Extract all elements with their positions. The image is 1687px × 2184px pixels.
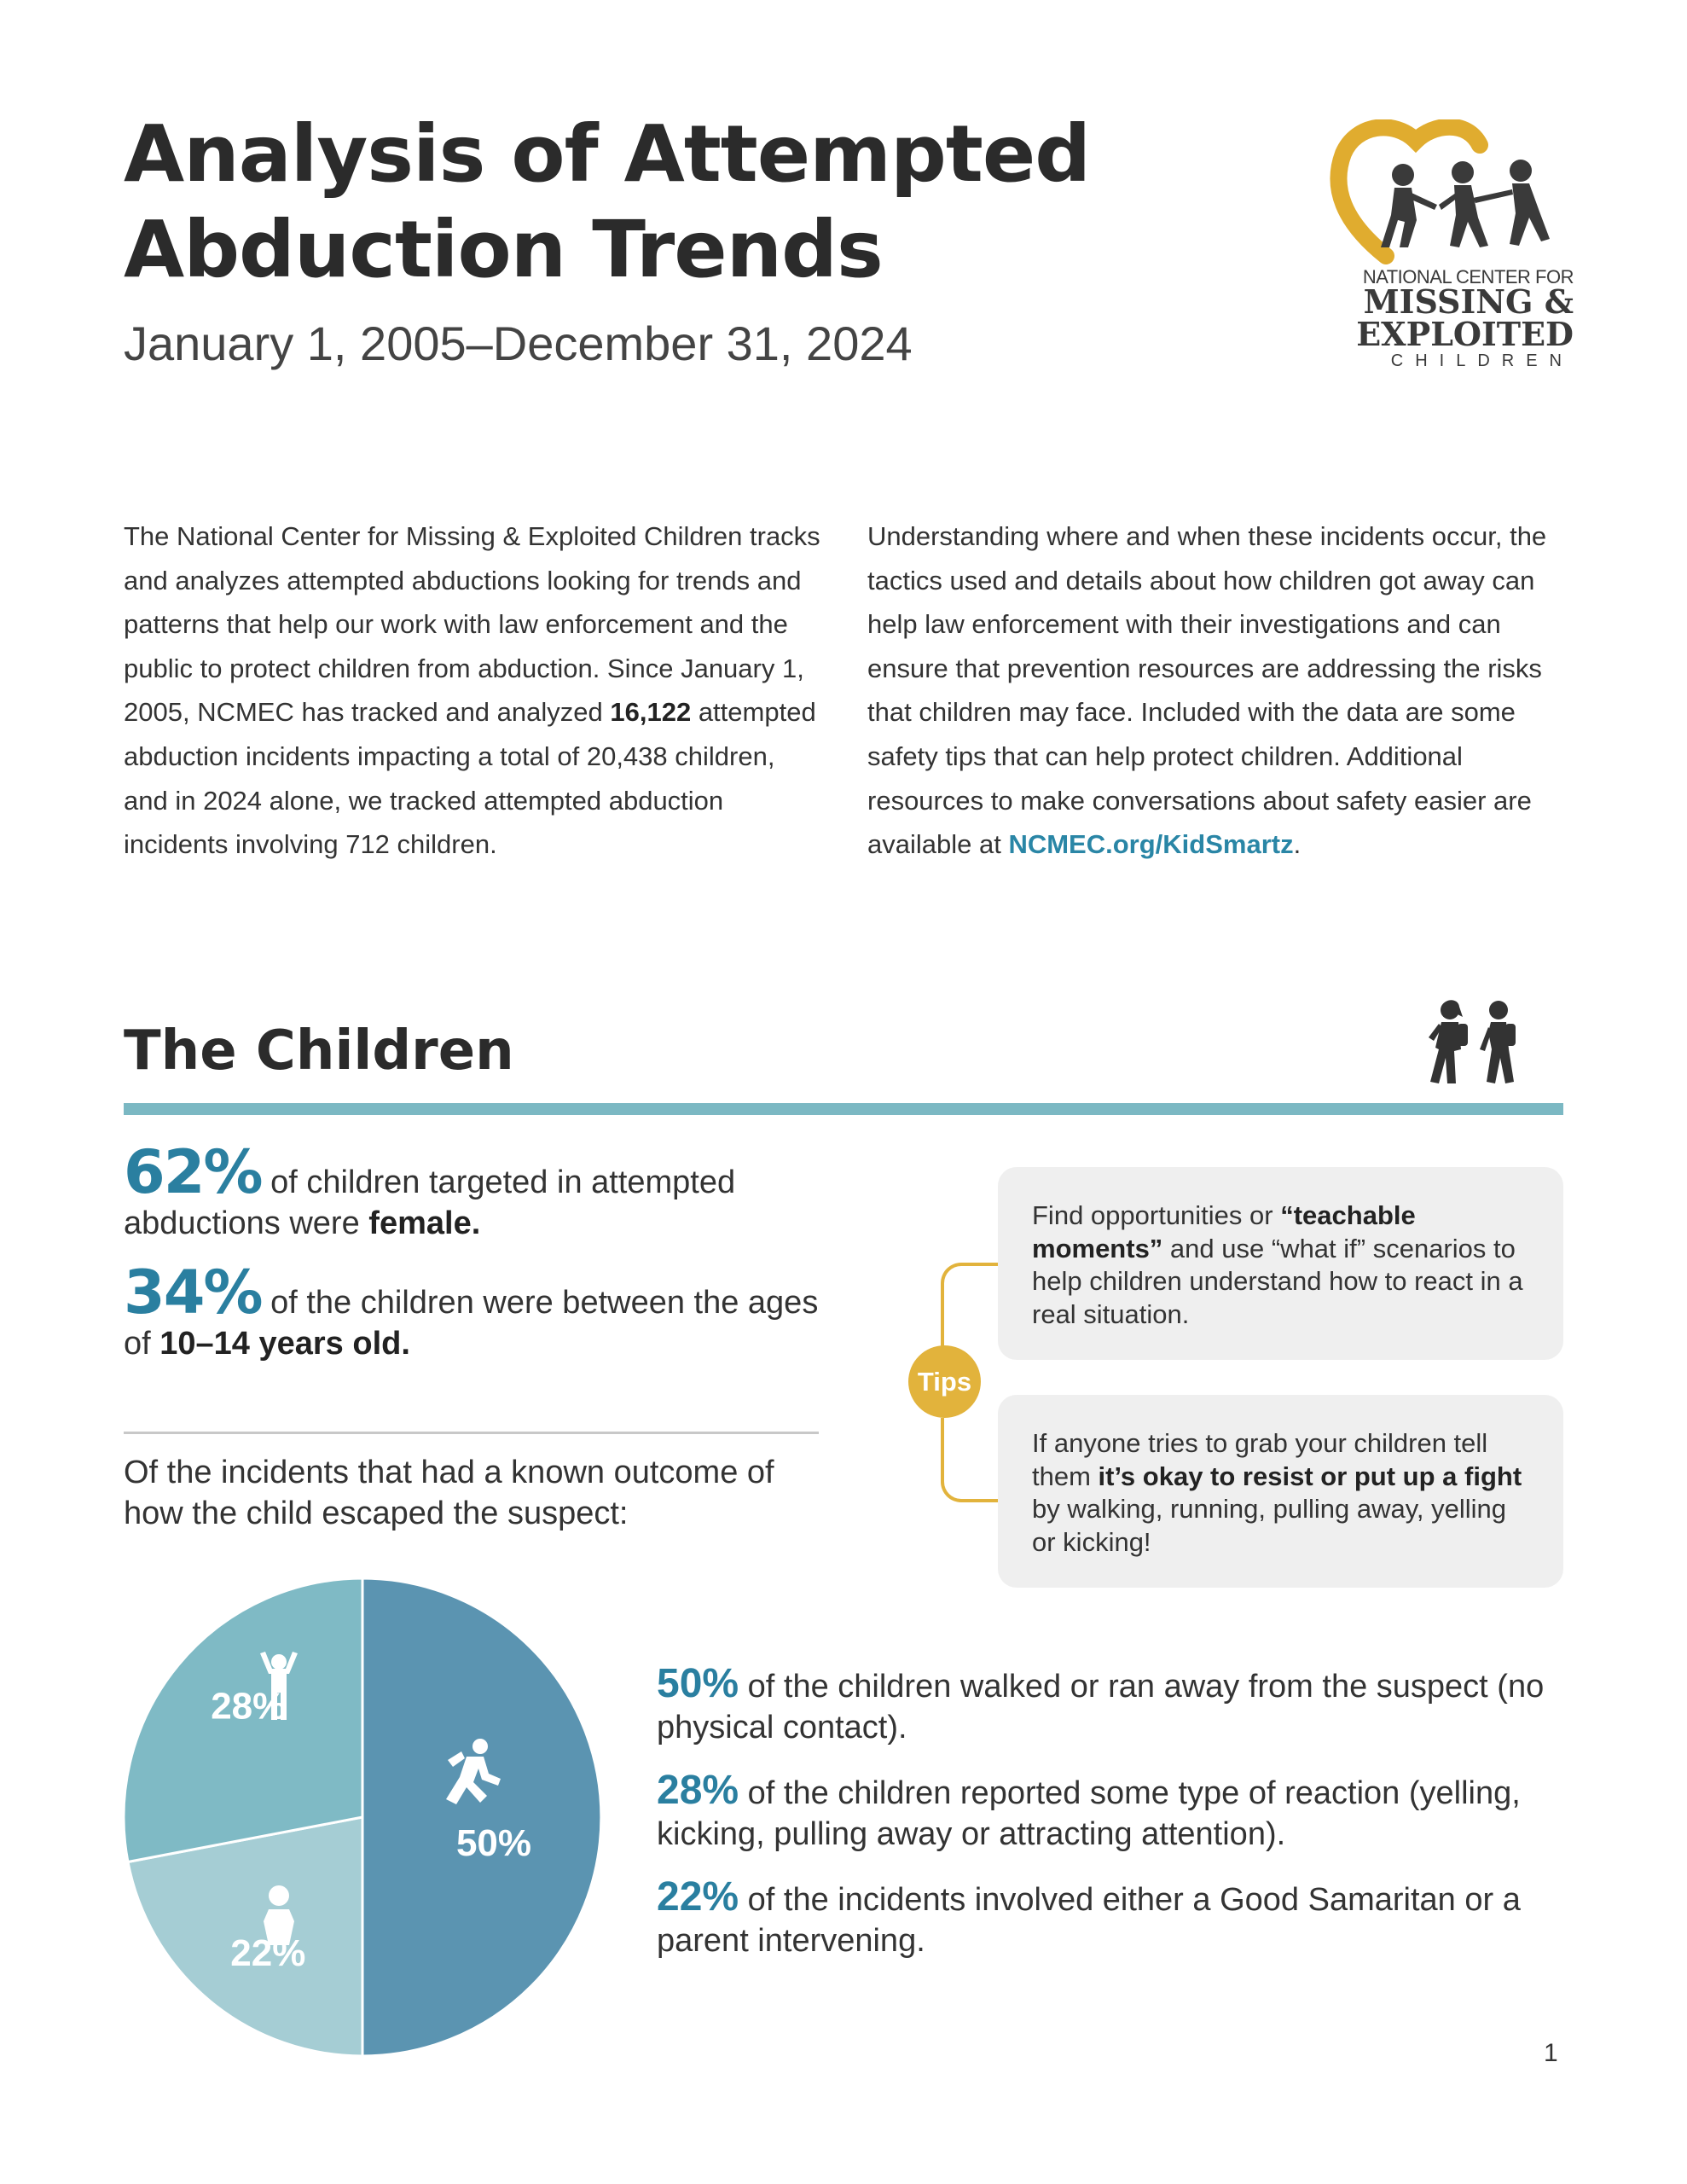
page-number: 1 (1544, 2039, 1558, 2067)
reaction-pct: 28% (657, 1768, 739, 1813)
age-text: of the children were between the ages of (124, 1285, 819, 1362)
logo-text-line-1: NATIONAL CENTER FOR (1362, 266, 1574, 288)
intro-left-paragraph (124, 514, 823, 867)
tip2-text-2: by walking, running, pulling away, yelling or kicking! (1032, 1494, 1507, 1557)
pie-label-50: 50% (455, 1822, 532, 1864)
tips-badge: Tips (908, 1345, 981, 1418)
age-pct: 34% (124, 1258, 262, 1327)
intro-left-bold-count: 16,122 (610, 697, 692, 728)
tip2-bold: it’s okay to resist or put up a fight (1098, 1461, 1522, 1491)
age-stat (124, 1258, 840, 1364)
title-line-2: Abduction Trends (124, 204, 883, 295)
walked-text: of the children walked or ran away from the suspect (no physical contact). (657, 1669, 1545, 1745)
pie-label-28: 28% (211, 1685, 287, 1728)
tip1-text-1: Find opportunities or (1032, 1200, 1281, 1230)
kidsmartz-link[interactable]: NCMEC.org/KidSmartz (1008, 829, 1294, 860)
section-divider (124, 1103, 1563, 1115)
tips-connector-top (941, 1263, 1004, 1347)
title-line-1: Analysis of Attempted (124, 108, 1091, 200)
section-title-children: The Children (124, 1019, 514, 1083)
outcome-intro: Of the incidents that had a known outcome of how the child escaped the suspect: (124, 1455, 774, 1531)
female-pct: 62% (124, 1137, 262, 1207)
logo-text-line-4: CHILDREN (1390, 351, 1574, 370)
tips-connector-bottom (941, 1418, 1004, 1502)
pie-stat-reaction (657, 1770, 1595, 1855)
intro-right-paragraph (867, 514, 1571, 867)
age-bold: 10–14 years old. (159, 1326, 410, 1362)
intro-right-text: Understanding where and when these incidents occur, the tactics used and details about how children got away can help law enforcement with their investigations and can ensure that prevention resources are addressing the risks that children may face. Included with the data are some safety tips that can help protect children. Additional resources to make conversations about safety easier are available at (867, 521, 1547, 860)
pie-slice-50 (362, 1578, 601, 2056)
logo-text-line-2: MISSING & (1363, 282, 1574, 321)
ncmec-logo (1326, 119, 1574, 375)
reaction-text: of the children reported some type of reaction (yelling, kicking, pulling away or attracting attention). (657, 1775, 1521, 1852)
pie-label-22: 22% (230, 1931, 306, 1974)
pie-stat-walked (657, 1661, 1595, 1748)
female-text: of children targeted in attempted abductions were (124, 1165, 736, 1241)
female-stat (124, 1137, 840, 1244)
tip1-text-2: and use “what if” scenarios to help children understand how to react in a real situation. (1032, 1233, 1523, 1329)
intervening-text: of the incidents involved either a Good Samaritan or a parent intervening. (657, 1882, 1521, 1959)
logo-text-line-3: EXPLOITED (1356, 315, 1574, 353)
walked-pct: 50% (657, 1661, 739, 1706)
date-range-subtitle: January 1, 2005–December 31, 2024 (124, 317, 913, 370)
intro-left-text-2: attempted abduction incidents impacting a total of 20,438 children, and in 2024 alone, we tracked attempted abduction incidents involving 712 children. (124, 697, 816, 860)
intervening-pct: 22% (657, 1874, 739, 1920)
tip1-bold: “teachable moments” (1032, 1200, 1416, 1263)
female-bold: female. (368, 1205, 481, 1241)
walking-children-icon (1420, 998, 1527, 1092)
intro-right-end: . (1293, 829, 1301, 860)
stats-divider (124, 1432, 819, 1434)
logo-heart-children-icon (1326, 119, 1574, 264)
escape-outcome-pie-chart (119, 1574, 606, 2060)
pie-stat-intervening (657, 1874, 1595, 1961)
intro-left-text-1: The National Center for Missing & Exploited Children tracks and analyzes attempted abductions looking for trends and patterns that help our work with law enforcement and the public to protect children from abduction. Since January 1, 2005, NCMEC has tracked and analyzed (124, 521, 820, 728)
tip-card-1 (998, 1167, 1563, 1360)
page-title (124, 107, 1147, 298)
tip-card-2 (998, 1395, 1563, 1588)
tip2-text-1: If anyone tries to grab your children tell them (1032, 1428, 1488, 1491)
